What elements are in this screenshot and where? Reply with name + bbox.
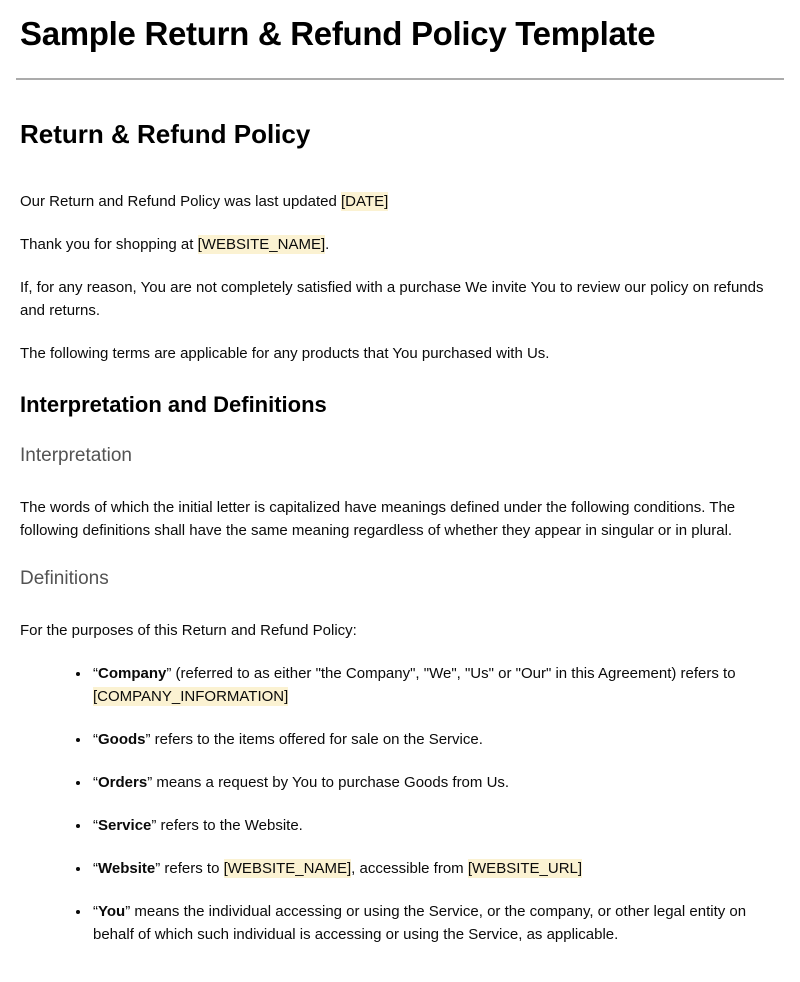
paragraph-terms-applicable [20, 342, 780, 365]
text-segment: “ [93, 774, 98, 791]
text-segment: “ [93, 903, 98, 920]
text-segment: ” refers to [155, 860, 224, 877]
subsection-heading-interpretation: Interpretation [20, 445, 132, 466]
divider [16, 78, 784, 80]
text-segment: “ [93, 731, 98, 748]
text-segment: “ [93, 665, 98, 682]
subsection-heading-definitions: Definitions [20, 568, 109, 589]
placeholder-token: [WEBSITE_NAME] [197, 236, 326, 253]
definition-item-company [91, 662, 780, 708]
text-segment: Thank you for shopping at [20, 236, 198, 253]
definitions-list [20, 662, 780, 946]
text-segment: “ [93, 860, 98, 877]
text-segment: . [325, 236, 330, 253]
defined-term: Orders [98, 774, 148, 791]
defined-term: Website [98, 860, 156, 877]
section-heading-interpretation-and-definitions: Interpretation and Definitions [20, 392, 327, 417]
placeholder-token: [DATE] [341, 193, 389, 210]
paragraph-thank-you [20, 233, 780, 256]
policy-heading: Return & Refund Policy [20, 119, 311, 149]
definition-item-goods [91, 728, 780, 751]
paragraph-satisfaction [20, 276, 780, 322]
paragraph-last-updated [20, 190, 780, 213]
definition-item-website [91, 857, 780, 880]
text-segment: , accessible from [351, 860, 468, 877]
text-segment: ” refers to the Website. [151, 817, 303, 834]
text-segment: Our Return and Refund Policy was last updated [20, 193, 342, 210]
definitions-intro: For the purposes of this Return and Refund Policy: [20, 622, 357, 639]
text-segment: ” refers to the items offered for sale on the Service. [145, 731, 483, 748]
defined-term: Service [98, 817, 152, 834]
definition-item-orders [91, 771, 780, 794]
text-segment: “ [93, 817, 98, 834]
placeholder-token: [WEBSITE_URL] [467, 860, 583, 877]
text-segment: ” (referred to as either "the Company", "We", "Us" or "Our" in this Agreement) refers to [166, 665, 736, 682]
page-title: Sample Return & Refund Policy Template [20, 15, 656, 52]
text-segment: If, for any reason, You are not completely satisfied with a purchase We invite You to review our policy on refunds and returns. [20, 279, 764, 319]
text-segment: The following terms are applicable for any products that You purchased with Us. [20, 345, 550, 362]
definition-item-you [91, 900, 780, 946]
text-segment: ” means a request by You to purchase Goods from Us. [147, 774, 510, 791]
defined-term: You [98, 903, 126, 920]
defined-term: Goods [98, 731, 146, 748]
defined-term: Company [98, 665, 167, 682]
placeholder-token: [COMPANY_INFORMATION] [93, 688, 289, 705]
text-segment: ” means the individual accessing or using the Service, or the company, or other legal entity on behalf of which such individual is accessing or using the Service, as applicable. [93, 903, 747, 943]
interpretation-paragraph: The words of which the initial letter is capitalized have meanings defined under the following conditions. The following definitions shall have the same meaning regardless of whether they appear in singular or in plural. [20, 499, 736, 539]
definition-item-service [91, 814, 780, 837]
placeholder-token: [WEBSITE_NAME] [223, 860, 352, 877]
